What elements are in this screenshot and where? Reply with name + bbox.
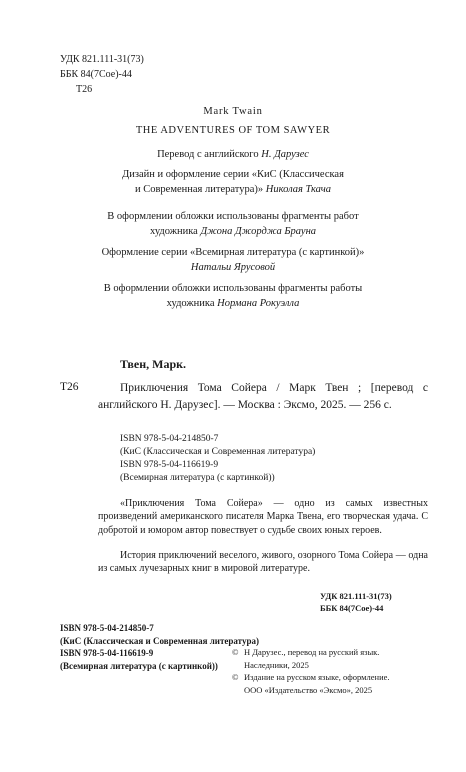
cover-credit-2-line-1: В оформлении обложки использованы фрагменты работы	[103, 283, 363, 294]
copyright-block	[232, 646, 390, 696]
design-credit	[0, 167, 466, 197]
isbn-bottom-block	[60, 622, 260, 672]
isbn-bottom-series: (Всемирная литература (с картинкой))	[60, 660, 218, 671]
cover-credit-1	[0, 209, 466, 239]
isbn-line: ISBN 978-5-04-214850-7	[120, 434, 219, 444]
isbn-bottom-line: ISBN 978-5-04-214850-7	[60, 623, 154, 633]
copyright-entry-2-line-1: Издание на русском языке, оформление.	[244, 672, 390, 682]
copyright-entry-1	[232, 646, 390, 659]
catalog-isbn-block	[120, 433, 315, 485]
design-line-1: Дизайн и оформление серии «КиС (Классическая	[122, 169, 344, 180]
cover-credit-2-prefix: художника	[166, 298, 215, 309]
catalog-code: Т26	[60, 381, 79, 393]
udk-code: УДК 821.111-31(73)	[60, 54, 144, 65]
annotation-paragraph-2: История приключений веселого, живого, озорного Тома Сойера — одна из самых лучезарных книг в мировой литературе.	[98, 550, 428, 575]
copyright-entry-2-line-2: ООО «Издательство «Эксмо», 2025	[244, 684, 373, 695]
classification-top	[60, 52, 144, 97]
copyright-entry-2	[232, 671, 390, 684]
author-sign: Т26	[76, 84, 93, 95]
cover-credit-1-line-2	[0, 224, 466, 239]
design-line-2	[0, 182, 466, 197]
translation-credit	[0, 147, 466, 162]
design-line-2-prefix: и Современная литература)»	[134, 184, 264, 195]
cover-artist-1: Джона Джорджа Брауна	[200, 226, 317, 237]
annotation-paragraph-1: «Приключения Тома Сойера» — одно из самых известных произведений американского писателя Марка Твена, его творческая удача. С добротой и юмором автор повествует о судьбе своих юных героев.	[98, 498, 428, 536]
translation-prefix: Перевод с английского	[157, 149, 259, 160]
cover-credit-2	[0, 281, 466, 311]
bibliographic-description: Приключения Тома Сойера / Марк Твен ; [перевод с английского Н. Дарузес]. — Москва : Эксмо, 2025. — 256 с.	[98, 382, 428, 411]
bbk-code: ББК 84(7Сое)-44	[60, 69, 132, 80]
designer-name: Николая Ткача	[265, 184, 332, 195]
copyright-icon: ©	[232, 647, 239, 657]
original-title: THE ADVENTURES OF TOM SAWYER	[135, 125, 331, 136]
series-designer-name: Натальи Ярусовой	[190, 262, 276, 273]
cover-credit-2-line-2	[0, 296, 466, 311]
cover-artist-2: Нормана Рокуэлла	[217, 298, 300, 309]
series-credit-line-1: Оформление серии «Всемирная литература (с картинкой)»	[101, 247, 365, 258]
udk-code-bottom: УДК 821.111-31(73)	[320, 591, 392, 601]
classification-bottom	[320, 590, 392, 614]
bbk-code-bottom: ББК 84(7Сое)-44	[320, 603, 384, 613]
cover-credit-1-line-1: В оформлении обложки использованы фрагменты работ	[107, 211, 359, 222]
copyright-entry-1-line-2: Наследники, 2025	[244, 659, 309, 670]
isbn-bottom-line: ISBN 978-5-04-116619-9	[60, 648, 154, 658]
series-credit	[0, 245, 466, 275]
isbn-line: ISBN 978-5-04-116619-9	[120, 460, 219, 470]
translator-name: Н. Дарузес	[261, 149, 309, 160]
copyright-icon: ©	[232, 672, 239, 682]
isbn-bottom-series: (КиС (Классическая и Современная литература)	[60, 635, 259, 646]
cover-credit-1-prefix: художника	[149, 226, 198, 237]
isbn-series-line: (КиС (Классическая и Современная литература)	[120, 447, 316, 457]
original-author: Mark Twain	[203, 106, 263, 117]
copyright-entry-1-line-1: Н Дарузес., перевод на русский язык.	[244, 647, 380, 657]
isbn-series-line: (Всемирная литература (с картинкой))	[120, 473, 275, 483]
catalog-author: Твен, Марк.	[120, 357, 187, 371]
